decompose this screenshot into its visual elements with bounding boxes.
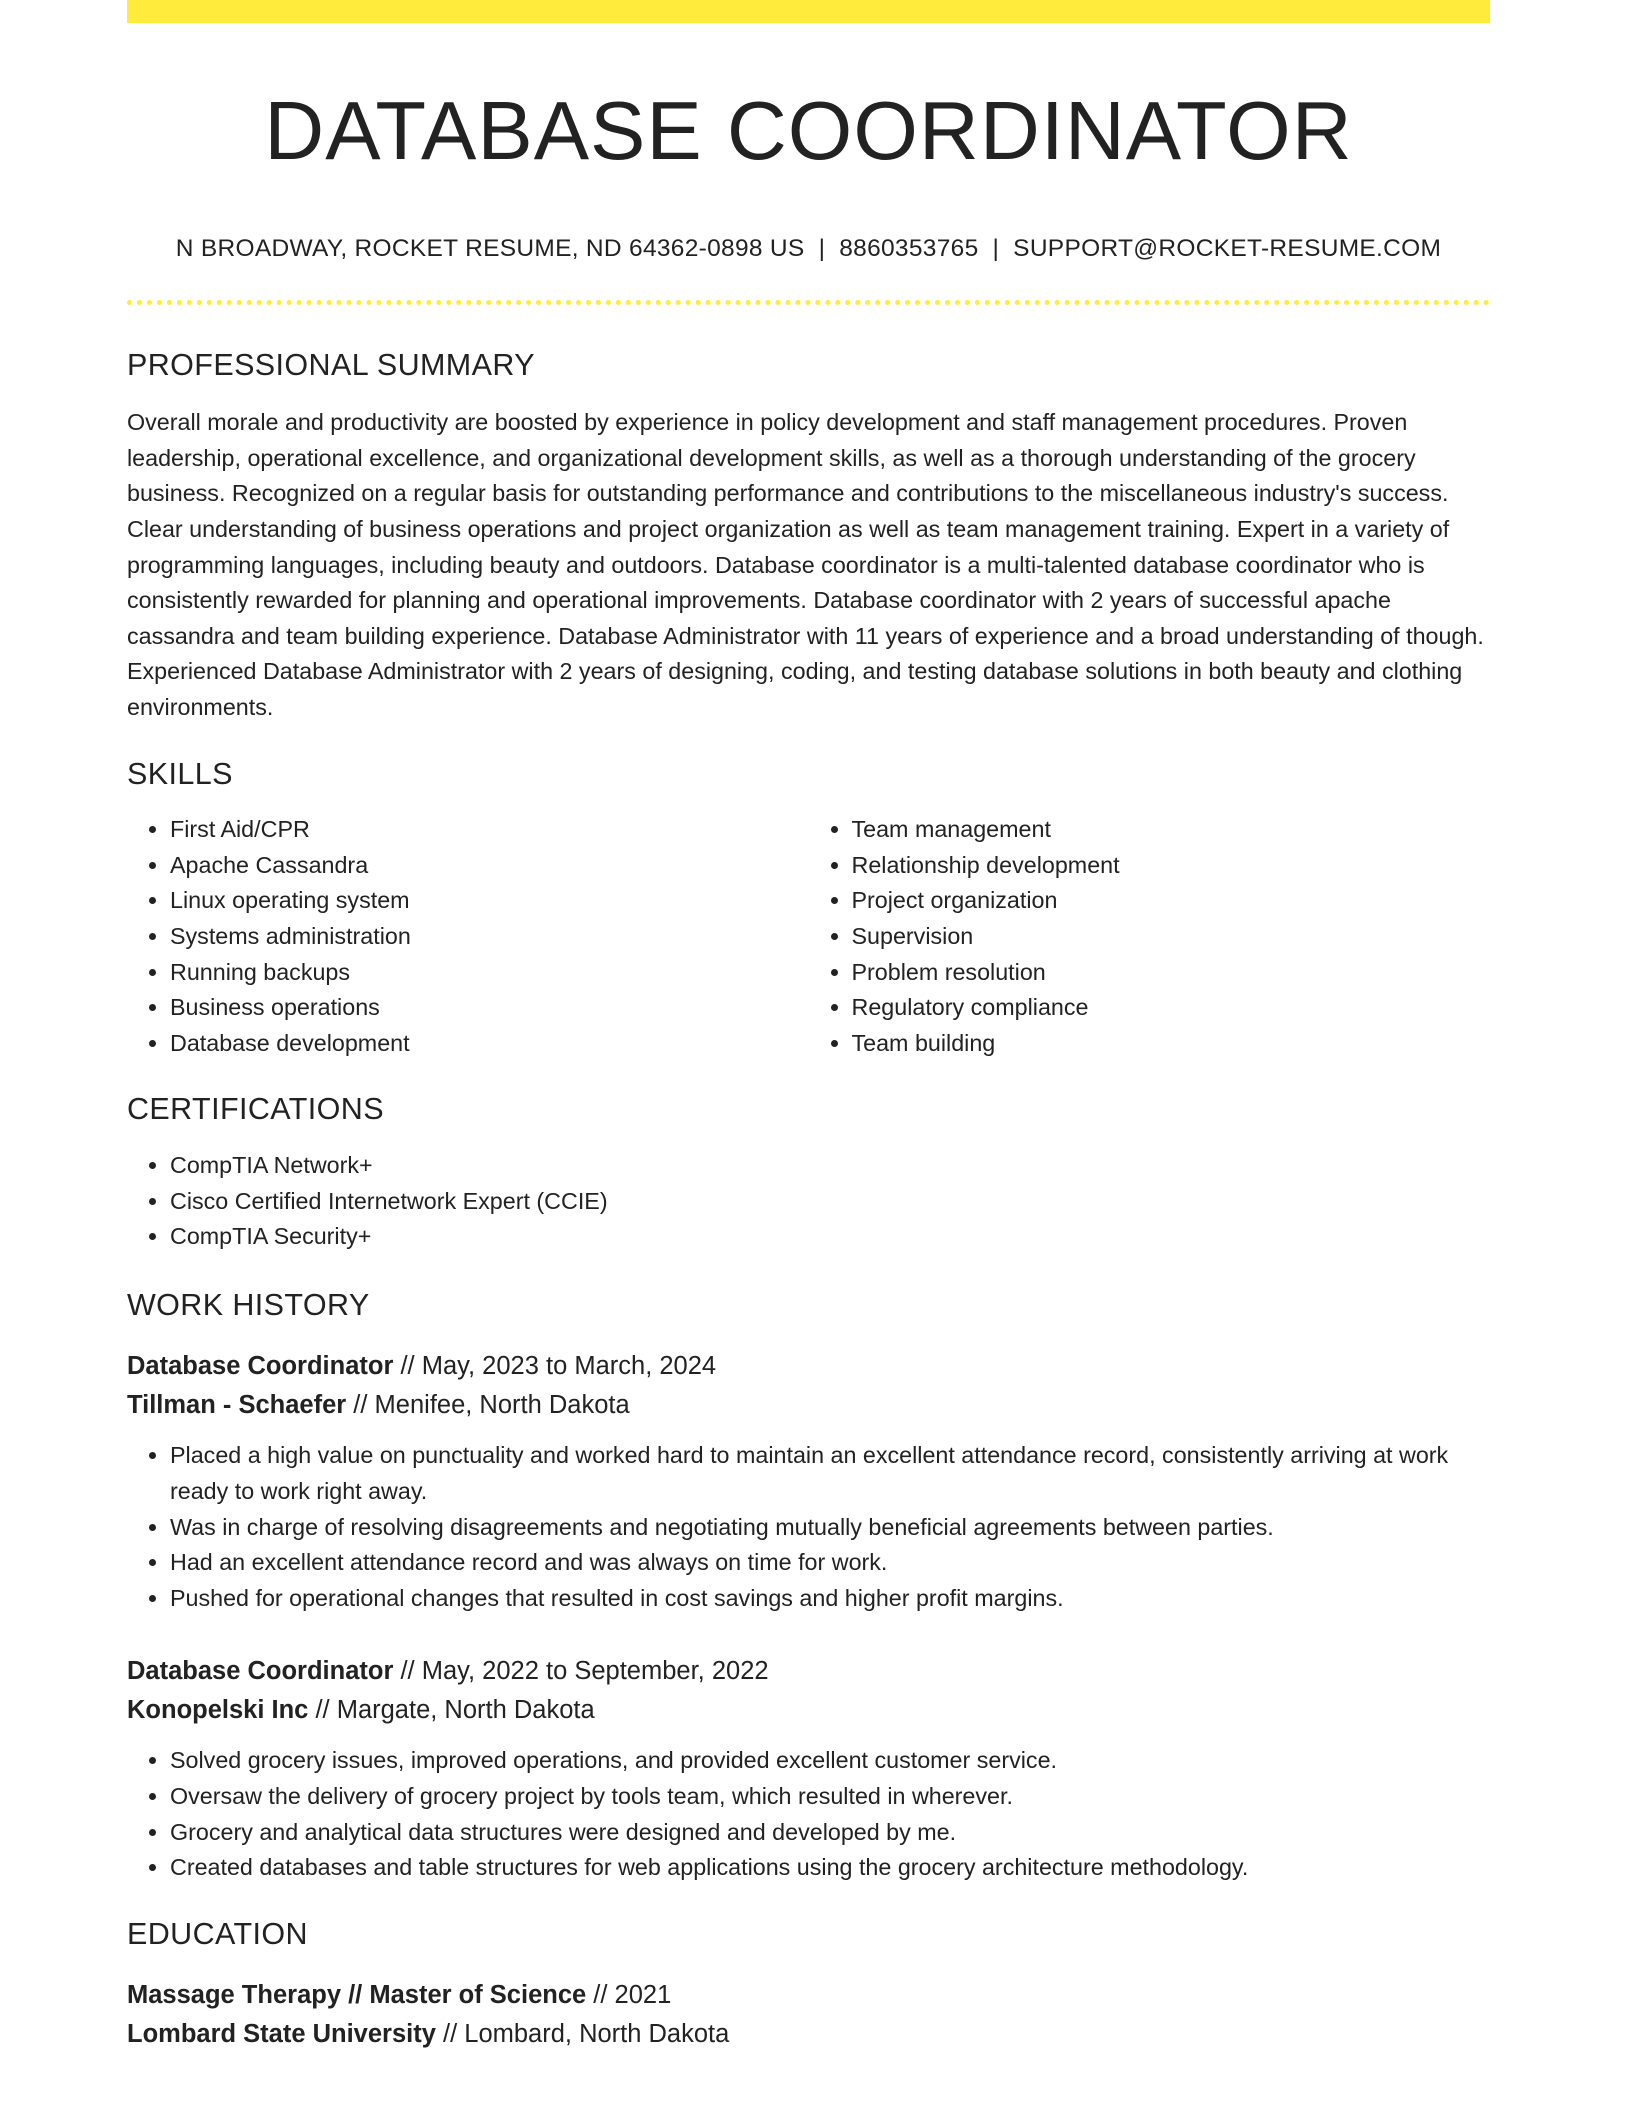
education-degree: Massage Therapy // Master of Science (127, 1981, 587, 2010)
skills-columns (127, 812, 1490, 1061)
job-bullet: • Grocery and analytical data structures were designed and developed by me. (170, 1815, 1490, 1851)
resume-page (127, 0, 1490, 2053)
skill-item: • Team management (852, 812, 1491, 848)
job-bullet: • Placed a high value on punctuality and worked hard to maintain an excellent attendance record, consistently arriving at work ready to work right away. (170, 1438, 1490, 1509)
job-bullet: • Was in charge of resolving disagreements and negotiating mutually beneficial agreements between parties. (170, 1510, 1490, 1546)
job-title-line (127, 1347, 1490, 1386)
job-bullet: • Had an excellent attendance record and was always on time for work. (170, 1545, 1490, 1581)
skill-item: • Relationship development (852, 848, 1491, 884)
summary-heading: PROFESSIONAL SUMMARY (127, 347, 535, 382)
skills-list-left (127, 812, 809, 1061)
skill-item: • Regulatory compliance (852, 990, 1491, 1026)
skill-item: • Apache Cassandra (170, 848, 809, 884)
job-company-line (127, 1691, 1490, 1730)
job-company: Konopelski Inc (127, 1695, 309, 1724)
dotted-divider (127, 300, 1490, 305)
job-bullet: • Oversaw the delivery of grocery project by tools team, which resulted in wherever. (170, 1779, 1490, 1815)
job-location: // Menifee, North Dakota (346, 1390, 630, 1419)
work-history-heading: WORK HISTORY (127, 1287, 370, 1322)
contact-line (127, 234, 1490, 263)
job-company: Tillman - Schaefer (127, 1390, 347, 1419)
skill-item: • Running backups (170, 955, 809, 991)
education-section (127, 1916, 1490, 2054)
certification-item: • Cisco Certified Internetwork Expert (CCIE) (170, 1184, 1490, 1220)
skills-list-right (809, 812, 1491, 1061)
job-title: Database Coordinator (127, 1352, 394, 1381)
education-location: // Lombard, North Dakota (435, 2019, 730, 2048)
job-company-line (127, 1386, 1490, 1425)
certification-item: • CompTIA Network+ (170, 1148, 1490, 1184)
contact-email[interactable]: SUPPORT@ROCKET-RESUME.COM (1013, 235, 1442, 263)
skill-item: • Database development (170, 1026, 809, 1062)
skill-item: • Linux operating system (170, 883, 809, 919)
contact-phone[interactable]: 8860353765 (839, 235, 979, 263)
education-degree-line (127, 1976, 1490, 2015)
certifications-heading: CERTIFICATIONS (127, 1092, 384, 1127)
skill-item: • Business operations (170, 990, 809, 1026)
skill-item: • Systems administration (170, 919, 809, 955)
contact-separator: | (992, 235, 1000, 263)
job-title-line (127, 1652, 1490, 1691)
skill-item: • Project organization (852, 883, 1491, 919)
education-entry (127, 1976, 1490, 2053)
certification-item: • CompTIA Security+ (170, 1219, 1490, 1255)
job-bullet: • Solved grocery issues, improved operations, and provided excellent customer service. (170, 1743, 1490, 1779)
certifications-list (127, 1148, 1490, 1255)
job-location: // Margate, North Dakota (308, 1695, 595, 1724)
contact-address: N BROADWAY, ROCKET RESUME, ND 64362-0898 US (175, 235, 805, 263)
job-dates: // May, 2022 to September, 2022 (393, 1657, 769, 1686)
job-dates: // May, 2023 to March, 2024 (393, 1352, 717, 1381)
education-heading: EDUCATION (127, 1916, 308, 1951)
resume-name: DATABASE COORDINATOR (264, 84, 1353, 177)
job-bullets (127, 1743, 1490, 1885)
job-bullet: • Created databases and table structures for web applications using the grocery architecture methodology. (170, 1850, 1490, 1886)
certifications-section (127, 1091, 1490, 1254)
job-entry (127, 1347, 1490, 1616)
skill-item: • Problem resolution (852, 955, 1491, 991)
education-year: // 2021 (586, 1981, 672, 2010)
accent-top-bar (127, 0, 1490, 23)
skill-item: • First Aid/CPR (170, 812, 809, 848)
education-school: Lombard State University (127, 2019, 436, 2048)
work-history-section (127, 1287, 1490, 1886)
job-bullet: • Pushed for operational changes that resulted in cost savings and higher profit margins. (170, 1581, 1490, 1617)
education-school-line (127, 2015, 1490, 2054)
contact-separator: | (818, 235, 826, 263)
job-entry (127, 1652, 1490, 1885)
skills-heading: SKILLS (127, 756, 233, 791)
summary-text: Overall morale and productivity are boosted by experience in policy development and staff management procedures. Proven leadership, operational excellence, and organizational development skills, as well as a thorough understanding of the grocery business. Recognized on a regular basis for outstanding performance and contributions to the miscellaneous industry's success. Clear understanding of business operations and project organization as well as team management training. Expert in a variety of programming languages, including beauty and outdoors. Database coordinator is a multi-talented database coordinator who is consistently rewarded for planning and operational improvements. Database coordinator with 2 years of successful apache cassandra and team building experience. Database Administrator with 11 years of experience and a broad understanding of though. Experienced Database Administrator with 2 years of designing, coding, and testing database solutions in both beauty and clothing environments. (127, 409, 1484, 721)
skill-item: • Supervision (852, 919, 1491, 955)
job-bullets (127, 1438, 1490, 1616)
job-title: Database Coordinator (127, 1657, 394, 1686)
skills-section (127, 756, 1490, 1062)
summary-section (127, 347, 1490, 726)
skill-item: • Team building (852, 1026, 1491, 1062)
